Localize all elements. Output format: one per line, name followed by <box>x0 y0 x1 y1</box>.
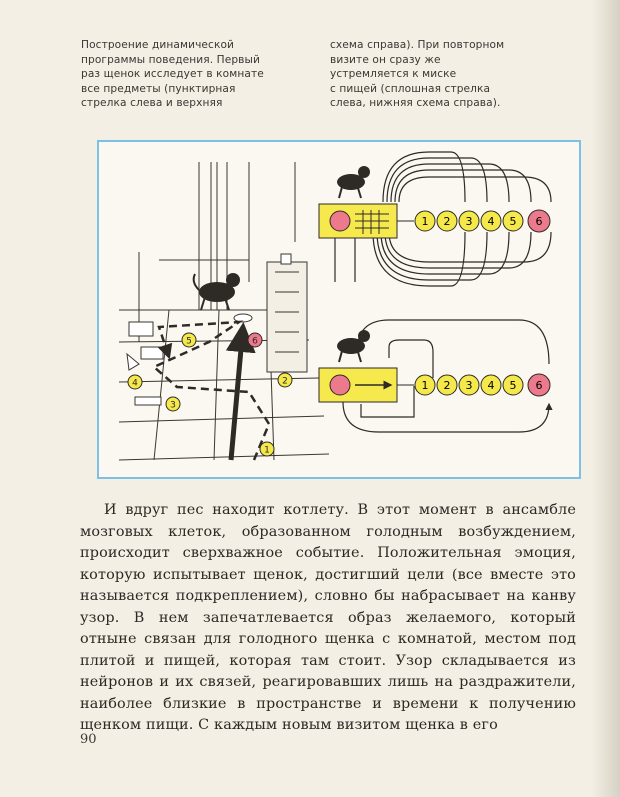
svg-text:4: 4 <box>487 215 495 228</box>
top-scheme-diagram <box>319 152 551 286</box>
svg-text:2: 2 <box>443 379 451 392</box>
room-label-3 <box>166 397 180 411</box>
svg-text:2: 2 <box>282 376 288 387</box>
svg-text:4: 4 <box>132 378 138 389</box>
room-label-5 <box>182 333 196 347</box>
body-paragraph: И вдруг пес находит котлету. В этот момент в ансамбле мозговых клеток, образованном голодным возбуждением, происходит сверхважное событие. Положительная эмоция, которую испытывает щенок, достигший цели (все вместе это называется подкреплением), словно бы набрасывает на канву узор. В нем запечатлевается образ желаемого, который отныне связан для голодного щенка с комнатой, местом под плитой и пищей, которая там стоит. Узор складывается из нейронов и их связей, реагировавших лишь на раздражители, наиболее близкие в пространстве и времени к получению щенком пищи. С каждым новым визитом щенка в его <box>80 502 576 734</box>
svg-text:1: 1 <box>421 215 429 228</box>
svg-text:3: 3 <box>465 379 473 392</box>
room-label-1 <box>260 442 274 456</box>
top-scheme-goal-circle <box>330 211 350 231</box>
direct-path <box>231 327 243 460</box>
figure-caption-left: Построение динамической программы поведения. Первый раз щенок исследует в комнате все предметы (пунктирная стрелка слева и верхняя <box>81 39 264 110</box>
bottom-scheme-goal-circle <box>330 375 350 395</box>
room-label-2 <box>278 373 292 387</box>
svg-text:6: 6 <box>535 215 543 228</box>
svg-text:3: 3 <box>170 400 176 411</box>
room-label-4 <box>128 375 142 389</box>
svg-text:6: 6 <box>252 336 258 347</box>
svg-text:3: 3 <box>465 215 473 228</box>
svg-text:1: 1 <box>264 445 270 456</box>
svg-text:5: 5 <box>186 336 192 347</box>
figure-caption-right: схема справа). При повторном визите он сразу же устремляется к миске с пищей (сплошная стрелка слева, нижняя схема справа). <box>330 39 505 110</box>
svg-text:5: 5 <box>509 215 517 228</box>
room-label-6 <box>248 333 262 347</box>
svg-text:2: 2 <box>443 215 451 228</box>
page-number: 90 <box>80 732 97 747</box>
svg-text:4: 4 <box>487 379 495 392</box>
bottom-scheme-nodes <box>415 374 550 396</box>
top-puppy-icon <box>337 166 370 198</box>
top-scheme-nodes <box>415 210 550 232</box>
page-edge-shadow <box>592 0 620 797</box>
bottom-puppy-icon <box>337 330 370 362</box>
figure-illustration <box>97 140 581 479</box>
svg-text:5: 5 <box>509 379 517 392</box>
floor-objects <box>127 322 163 405</box>
room-illustration <box>119 162 329 460</box>
figure-svg <box>99 142 579 477</box>
svg-text:1: 1 <box>421 379 429 392</box>
bottom-scheme-diagram <box>319 320 550 432</box>
svg-text:6: 6 <box>535 379 543 392</box>
